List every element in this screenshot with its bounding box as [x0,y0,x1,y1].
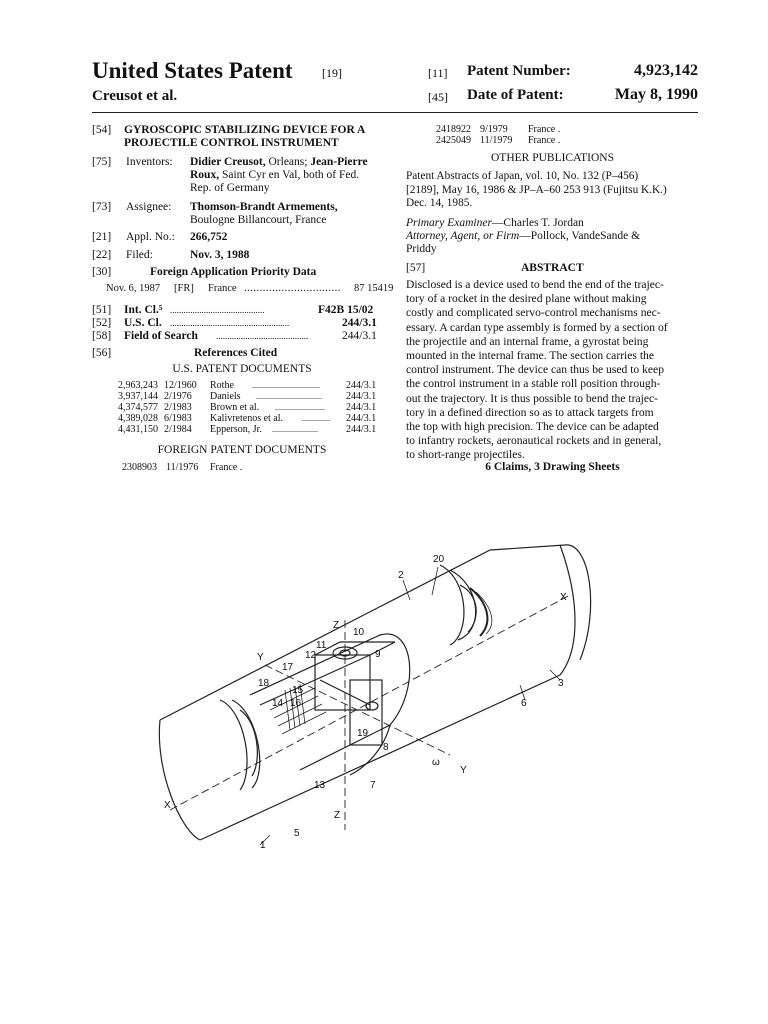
abstract-column [406,124,699,484]
label-14: 14 [272,698,284,709]
field-code: [22] [92,249,112,261]
abstract-line: the control instrument in a stable roll position through- [406,377,661,391]
attorney [406,230,699,256]
field-code: [54] [92,124,112,136]
abstract-line: mounted in the internal frame. The section carries the [406,349,654,363]
ref-number: 4,389,028 [118,413,158,424]
ref-class: 244/3.1 [346,402,377,413]
attorney-label: Attorney, Agent, or Firm [406,230,520,242]
ref-class: 244/3.1 [346,380,377,391]
ref-class: 244/3.1 [346,424,377,435]
other-pubs [406,170,699,211]
references-title: References Cited [194,347,278,359]
label-6: 6 [521,698,527,709]
title-line-1: GYROSCOPIC STABILIZING DEVICE FOR A [124,124,366,136]
leader-dots: .......................................... [170,305,265,315]
label-19: 19 [357,728,369,739]
label-11: 11 [316,640,327,651]
ref-date: 11/1976 [166,462,199,473]
field-code: [57] [406,262,426,274]
priority-country-code: [FR] [174,283,194,294]
inventor-name: Jean-Pierre [310,156,368,168]
claims-line: 6 Claims, 3 Drawing Sheets [485,461,620,473]
field-code: [21] [92,231,112,243]
search-value: 244/3.1 [342,330,377,342]
priority-country: France [208,283,237,294]
leader-dots: ....................... [272,425,318,434]
abstract-line: to infantry rockets, aeronautical rockets and in general, [406,434,662,448]
ref-date: 2/1984 [164,424,192,435]
ref-class: 244/3.1 [346,413,377,424]
patent-date: May 8, 1990 [614,86,698,103]
ref-date: 11/1979 [480,135,513,146]
field-label: Appl. No.: [126,231,175,243]
inventor-name: Roux, [190,169,220,181]
field-code: [75] [92,156,112,168]
leader-dots: ......................... [275,403,325,412]
leader-lines [260,567,560,845]
label-y-top: Y [257,652,264,663]
axes [170,595,570,830]
date-code: [45] [428,90,448,104]
leader-dots: .............. [302,414,330,423]
label-z-top: Z [333,620,340,631]
abstract-line: tory of a rocket in the desired plane without making [406,292,647,306]
ref-name: Brown et al. [210,402,260,413]
examiner-label: Primary Examiner [406,217,492,229]
inventor-place: Saint Cyr en Val, both of Fed. [219,169,360,181]
label-12: 12 [305,650,317,661]
label-3: 3 [558,678,564,689]
label-16: 16 [290,698,302,709]
foreign-priority-title: Foreign Application Priority Data [150,266,317,278]
abstract-line: essary. A cardan type assembly is formed by a section of [406,320,668,334]
ref-country: France . [210,462,243,473]
us-docs-title: U.S. PATENT DOCUMENTS [172,363,312,375]
leader-dots: ..................................................... [170,318,290,328]
ref-date: 2/1983 [164,402,192,413]
assignee-name: Thomson-Brandt Armements, [190,201,338,213]
intcl-value: F42B 15/02 [318,304,374,316]
field-label: Assignee: [126,201,172,213]
field-label: Int. Cl.⁵ [124,304,163,316]
patent-title: United States Patent [92,58,293,83]
field-code: [30] [92,266,112,278]
filed-date: Nov. 3, 1988 [190,249,250,261]
field-label: Filed: [126,249,153,261]
inventor-place: Rep. of Germany [190,182,270,194]
ref-number: 2308903 [122,462,157,473]
bibliographic-column [92,124,394,494]
ref-class: 244/3.1 [346,391,377,402]
projectile-body [159,545,590,840]
ref-number: 4,374,577 [118,402,158,413]
attorney-name: Priddy [406,243,437,255]
examiner-name: —Charles T. Jordan [491,217,584,229]
ref-date: 2/1976 [164,391,192,402]
inventor-place: Orleans; [265,156,311,168]
label-17: 17 [282,662,294,673]
leader-dots: ......................................... [216,331,309,341]
field-code: [56] [92,347,112,359]
abstract-body [406,278,699,463]
ref-name: Daniels [210,391,241,402]
field-code: [73] [92,201,112,213]
label-13: 13 [314,780,326,791]
assignee-place: Boulogne Billancourt, France [190,214,327,226]
other-pubs-line: Dec. 14, 1985. [406,197,473,209]
inventor-name: Didier Creusot, [190,156,266,168]
date-label: Date of Patent: [467,87,564,103]
label-y-bottom: Y [460,765,467,776]
label-z-bottom: Z [334,810,341,821]
priority-date: Nov. 6, 1987 [106,283,161,294]
ref-number: 2418922 [436,124,471,135]
ref-name: Kalivretenos et al. [210,413,284,424]
foreign-docs-title: FOREIGN PATENT DOCUMENTS [157,444,327,456]
label-15: 15 [292,685,304,696]
title-line-2: PROJECTILE CONTROL INSTRUMENT [124,137,339,149]
label-2: 2 [398,570,404,581]
leader-dots: .................................. [252,381,320,390]
title-code: [19] [322,66,342,80]
ref-date: 12/1960 [164,380,197,391]
field-code: [51] [92,304,112,316]
abstract-line: the projectile and an internal frame, a gyrostat being [406,334,649,348]
label-5: 5 [294,828,300,839]
appl-number: 266,752 [190,231,228,243]
other-pubs-line: [2189], May 16, 1986 & JP–A–60 253 913 (Fujitsu K.K.) [406,183,667,196]
abstract-line: the top with high precision. The device can be adapted [406,420,659,434]
patent-number: 4,923,142 [634,62,698,79]
label-1: 1 [260,840,266,851]
label-7: 7 [370,780,376,791]
priority-number: 87 15419 [354,283,394,294]
label-x-right: X [560,592,567,603]
abstract-line: to short-range projectiles. [406,448,525,462]
abstract-title: ABSTRACT [521,262,584,274]
field-label: U.S. Cl. [124,317,162,329]
uscl-value: 244/3.1 [342,317,377,329]
field-code: [58] [92,330,112,342]
leader-dots: ............................... [244,283,341,294]
ref-date: 9/1979 [480,124,508,135]
number-code: [11] [428,66,448,80]
header-rule [92,112,698,113]
abstract-line: costly and complicated servo-control mechanisms nec- [406,306,661,320]
ref-name: Epperson, Jr. [210,424,262,435]
label-10: 10 [353,627,365,638]
number-label: Patent Number: [467,63,571,79]
label-x-left: X [164,800,171,811]
abstract-line: control instrument. The device can thus be used to keep [406,363,664,377]
ref-number: 3,937,144 [118,391,158,402]
ref-country: France . [528,124,561,135]
attorney-name: —Pollock, VandeSande & [519,230,641,242]
other-pubs-title: OTHER PUBLICATIONS [491,152,614,164]
examiner [406,217,699,230]
field-label: Field of Search [124,330,198,342]
ref-country: France . [528,135,561,146]
patent-drawing [140,540,700,860]
field-code: [52] [92,317,112,329]
label-18: 18 [258,678,270,689]
field-label: Inventors: [126,156,173,168]
label-omega: ω [432,757,440,768]
label-20: 20 [433,554,445,565]
label-9: 9 [375,649,381,660]
label-8: 8 [383,742,389,753]
abstract-line: tory in a defined direction so as to attack targets from [406,405,654,419]
authors: Creusot et al. [92,88,178,104]
abstract-line: Disclosed is a device used to bend the end of the trajec- [406,278,664,291]
ref-number: 4,431,150 [118,424,158,435]
ref-date: 6/1983 [164,413,192,424]
abstract-line: out the trajectory. It is thus possible to bend the trajec- [406,391,658,405]
leader-dots: ................................. [256,392,322,401]
ref-number: 2,963,243 [118,380,158,391]
ref-name: Rothe [210,380,234,391]
ref-number: 2425049 [436,135,471,146]
other-pubs-line: Patent Abstracts of Japan, vol. 10, No. 132 (P–456) [406,170,639,182]
